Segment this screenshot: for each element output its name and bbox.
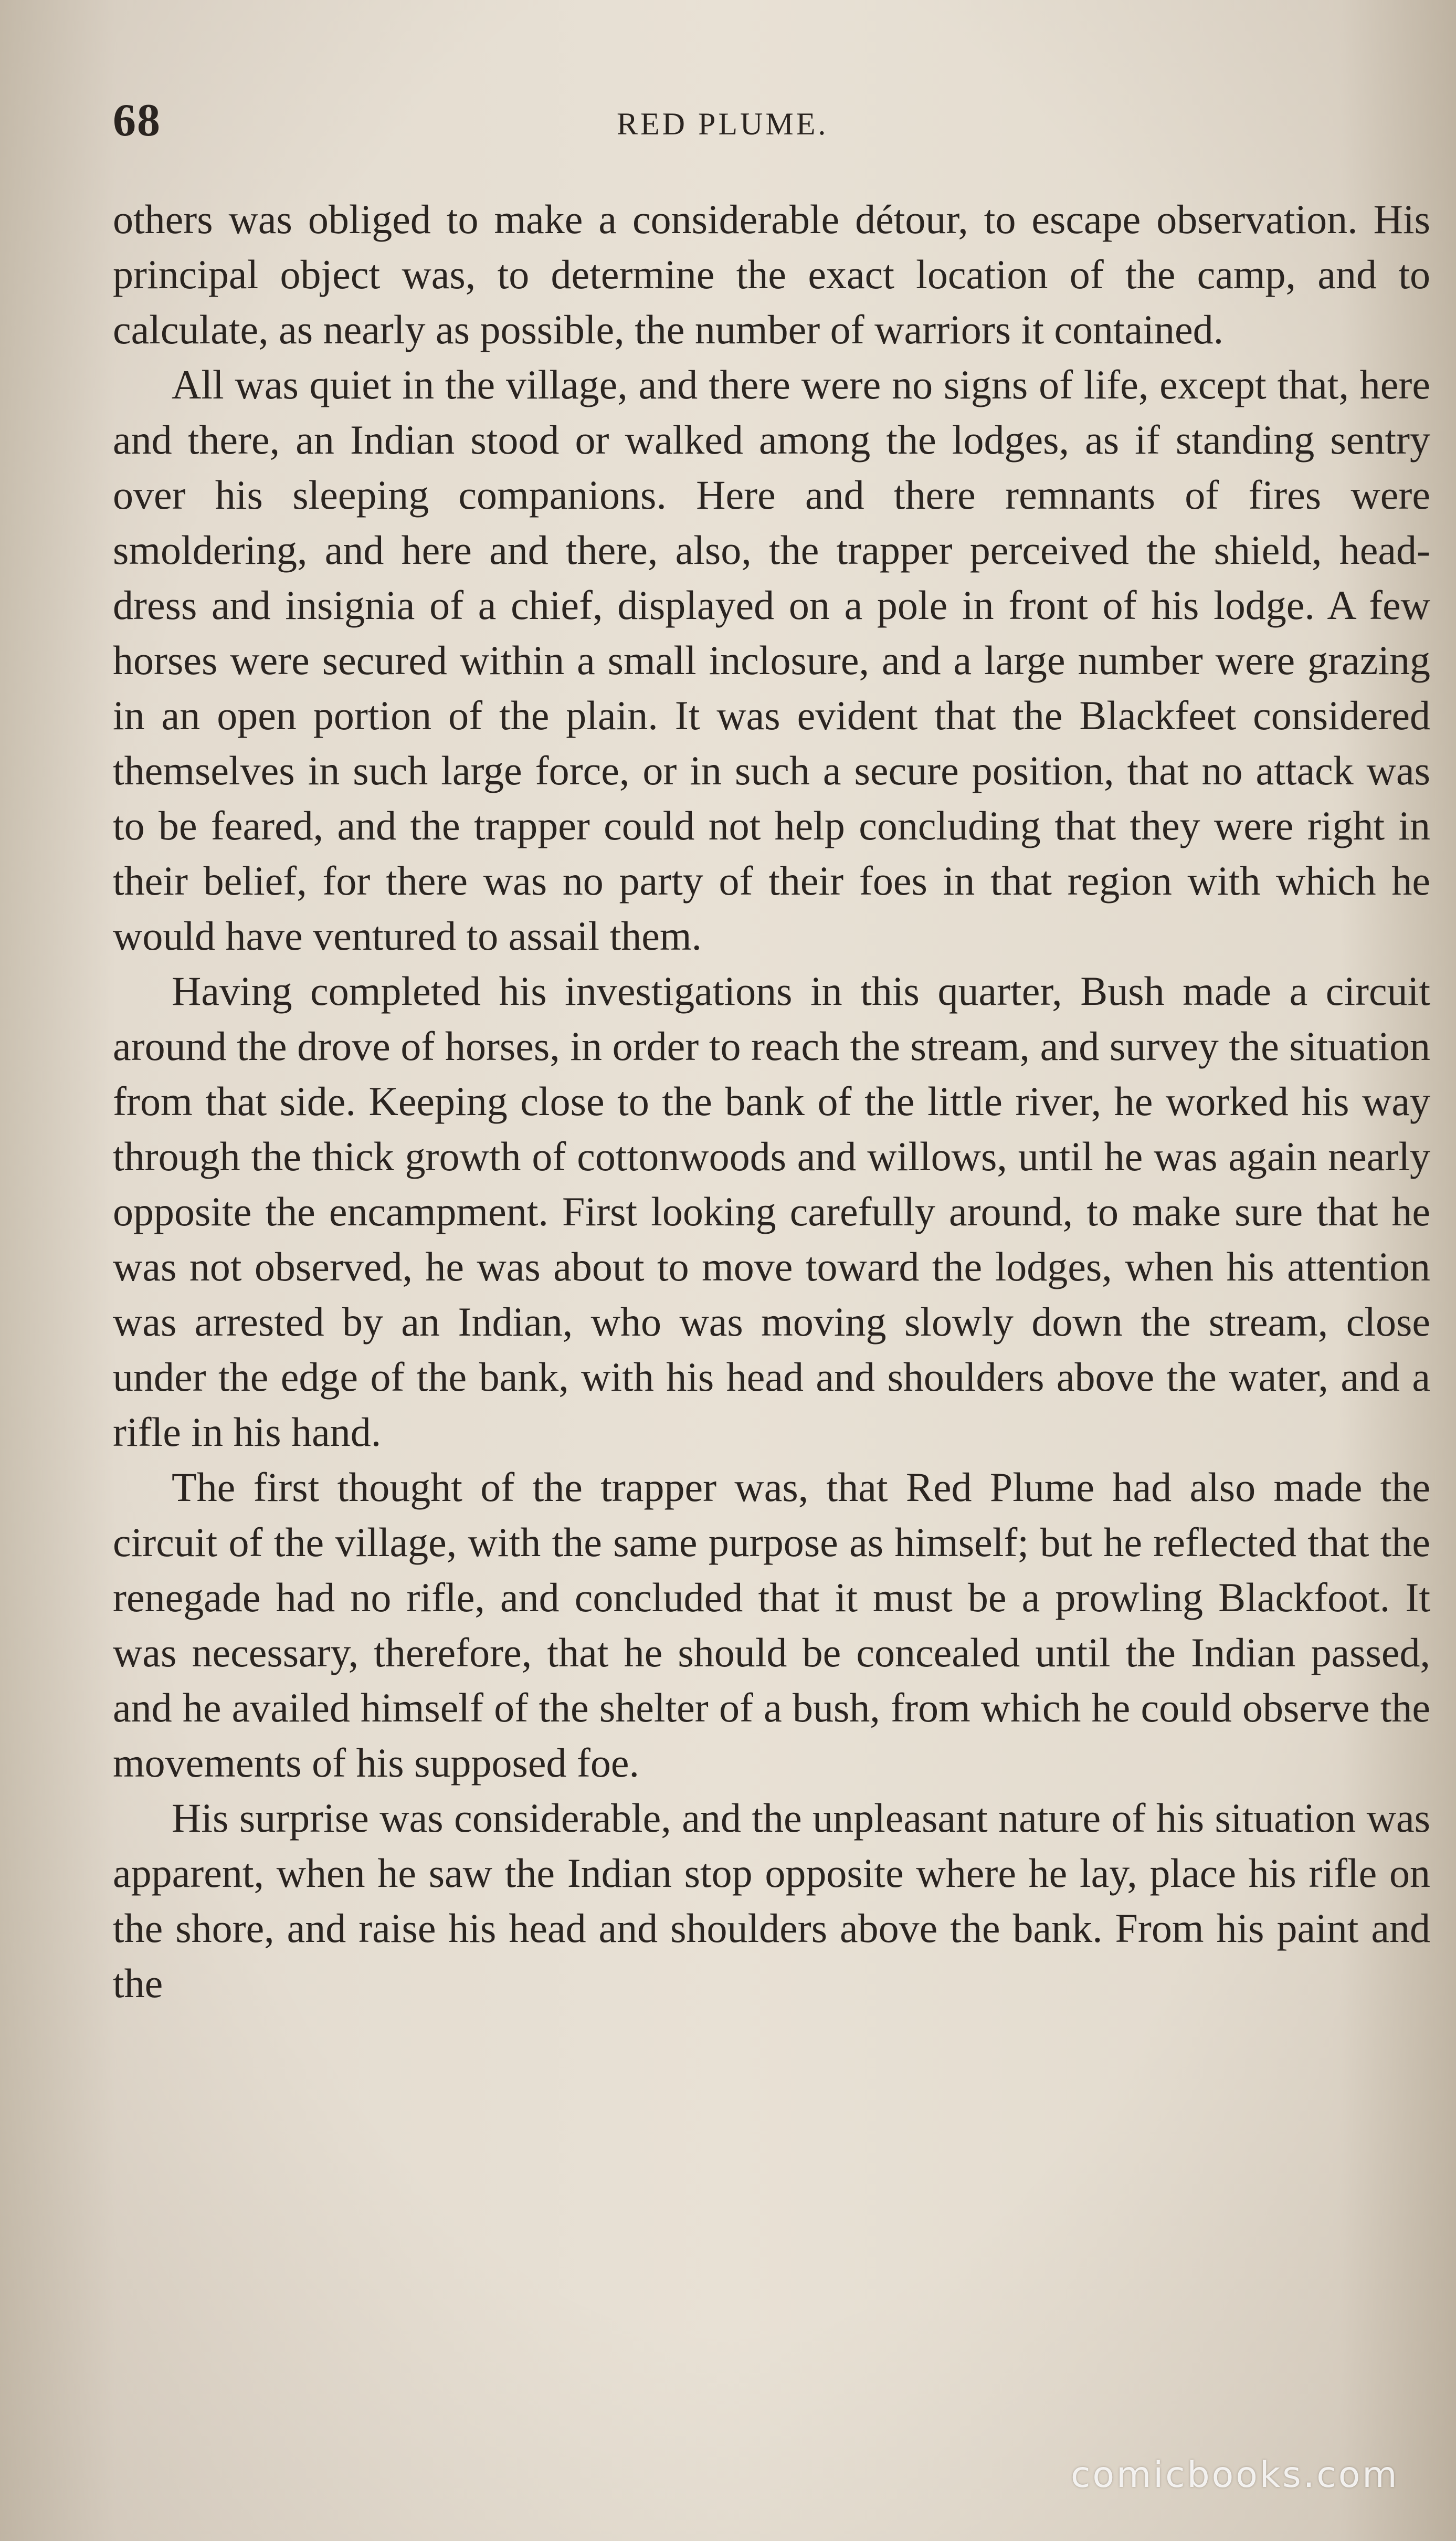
paragraph: Having completed his investigations in this quarter, Bush made a circuit around the drove of horses, in order to reach the stream, and survey the situation from that side. Keeping close to the bank of the little river, he worked his way through the thick growth of cottonwoods and willows, until he was again nearly opposite the encampment. First looking carefully around, to make sure that he was not observed, he was about to move toward the lodges, when his attention was arrested by an Indian, who was moving slowly down the stream, close under the edge of the bank, with his head and shoulders above the water, and a rifle in his hand. [113, 968, 1430, 1455]
body-text [113, 192, 1430, 2011]
paragraph: The first thought of the trapper was, that Red Plume had also made the circuit of the village, with the same purpose as himself; but he reflected that the renegade had no rifle, and concluded that it must be a prowling Blackfoot. It was necessary, therefore, that he should be concealed until the Indian passed, and he availed himself of the shelter of a bush, from which he could observe the movements of his supposed foe. [113, 1464, 1430, 1786]
watermark: comicbooks.com [1071, 2454, 1399, 2496]
paragraph: His surprise was considerable, and the unpleasant nature of his situation was apparent, when he saw the Indian stop opposite where he lay, place his rifle on the shore, and raise his head and shoulders above the bank. From his paint and the [113, 1795, 1430, 2006]
page-number: 68 [113, 95, 161, 146]
running-title: RED PLUME. [617, 107, 829, 141]
page-header [113, 89, 1430, 152]
paragraph: others was obliged to make a considerable détour, to escape observation. His principal object was, to determine the exact location of the camp, and to calculate, as nearly as possible, the number of warriors it contained. [113, 196, 1430, 352]
paragraph: All was quiet in the village, and there were no signs of life, except that, here and there, an Indian stood or walked among the lodges, as if standing sentry over his sleeping companions. Here and there remnants of fires were smoldering, and here and there, also, the trapper perceived the shield, head-dress and insignia of a chief, displayed on a pole in front of his lodge. A few horses were secured within a small inclosure, and a large number were grazing in an open portion of the plain. It was evident that the Blackfeet considered themselves in such large force, or in such a secure position, that no attack was to be feared, and the trapper could not help concluding that they were right in their belief, for there was no party of their foes in that region with which he would have ventured to assail them. [113, 362, 1430, 959]
